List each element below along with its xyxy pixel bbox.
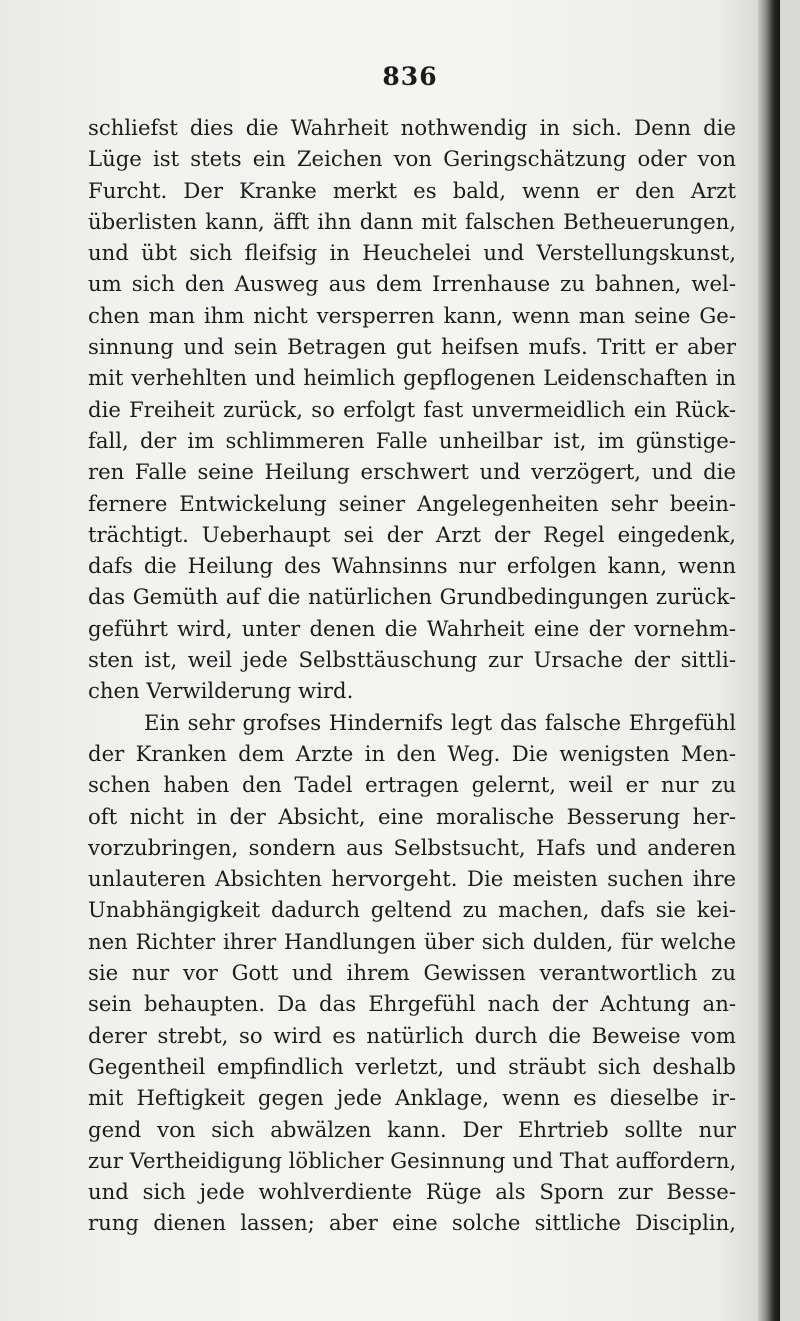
- text-line: schliefst dies die Wahrheit nothwendig in sich. Denn die: [88, 115, 736, 140]
- text-line: chen Verwilderung wird.: [88, 678, 354, 704]
- text-line: und übt sich fleifsig in Heuchelei und Verstellungskunst,: [88, 240, 736, 266]
- text-line: um sich den Ausweg aus dem Irrenhause zu bahnen, wel-: [88, 271, 736, 297]
- page-number: 836: [382, 62, 438, 91]
- text-line: das Gemüth auf die natürlichen Grundbedingungen zurück-: [88, 584, 736, 610]
- text-line: nen Richter ihrer Handlungen über sich dulden, für welche: [88, 928, 736, 954]
- text-line: Furcht. Der Kranke merkt es bald, wenn er den Arzt: [88, 177, 736, 203]
- text-line: derer strebt, so wird es natürlich durch die Beweise vom: [88, 1022, 736, 1048]
- text-line: der Kranken dem Arzte in den Weg. Die wenigsten Men-: [88, 740, 736, 766]
- text-line: Ein sehr grofses Hindernifs legt das falsche Ehrgefühl: [144, 709, 736, 735]
- text-line: ren Falle seine Heilung erschwert und verzögert, und die: [88, 459, 736, 485]
- text-line: und sich jede wohlverdiente Rüge als Sporn zur Besse-: [88, 1179, 736, 1205]
- text-line: vorzubringen, sondern aus Selbstsucht, Hafs und anderen: [88, 834, 736, 860]
- text-line: die Freiheit zurück, so erfolgt fast unvermeidlich ein Rück-: [88, 396, 736, 422]
- text-line: Gegentheil empfindlich verletzt, und sträubt sich deshalb: [88, 1053, 736, 1079]
- text-line: zur Vertheidigung löblicher Gesinnung und That auffordern,: [88, 1147, 737, 1173]
- text-line: gend von sich abwälzen kann. Der Ehrtrieb sollte nur: [88, 1116, 736, 1142]
- page-edge-shadow: [758, 0, 780, 1321]
- text-line: Lüge ist stets ein Zeichen von Geringschätzung oder von: [88, 146, 736, 172]
- text-line: dafs die Heilung des Wahnsinns nur erfolgen kann, wenn: [88, 553, 736, 579]
- text-line: rung dienen lassen; aber eine solche sittliche Disciplin,: [88, 1210, 736, 1236]
- text-line: mit verhehlten und heimlich gepflogenen Leidenschaften in: [88, 365, 736, 391]
- text-line: sten ist, weil jede Selbsttäuschung zur Ursache der sittli-: [88, 647, 736, 673]
- text-line: Unabhängigkeit dadurch geltend zu machen, dafs sie kei-: [88, 897, 736, 923]
- text-line: fall, der im schlimmeren Falle unheilbar ist, im günstige-: [88, 427, 736, 453]
- text-line: oft nicht in der Absicht, eine moralische Besserung her-: [88, 803, 736, 829]
- text-line: mit Heftigkeit gegen jede Anklage, wenn es dieselbe ir-: [88, 1085, 736, 1111]
- text-line: chen man ihm nicht versperren kann, wenn man seine Ge-: [88, 302, 736, 328]
- text-line: überlisten kann, äfft ihn dann mit falschen Betheuerungen,: [88, 208, 736, 234]
- text-line: sein behaupten. Da das Ehrgefühl nach der Achtung an-: [88, 991, 736, 1017]
- text-line: fernere Entwickelung seiner Angelegenheiten sehr beein-: [88, 490, 736, 516]
- text-line: sie nur vor Gott und ihrem Gewissen verantwortlich zu: [88, 960, 736, 986]
- text-line: unlauteren Absichten hervorgeht. Die meisten suchen ihre: [88, 866, 736, 892]
- page-text: [88, 112, 736, 1239]
- text-line: geführt wird, unter denen die Wahrheit eine der vornehm-: [88, 615, 736, 641]
- text-line: sinnung und sein Betragen gut heifsen mufs. Tritt er aber: [88, 334, 736, 360]
- text-line: trächtigt. Ueberhaupt sei der Arzt der Regel eingedenk,: [88, 521, 736, 547]
- text-line: schen haben den Tadel ertragen gelernt, weil er nur zu: [88, 772, 736, 798]
